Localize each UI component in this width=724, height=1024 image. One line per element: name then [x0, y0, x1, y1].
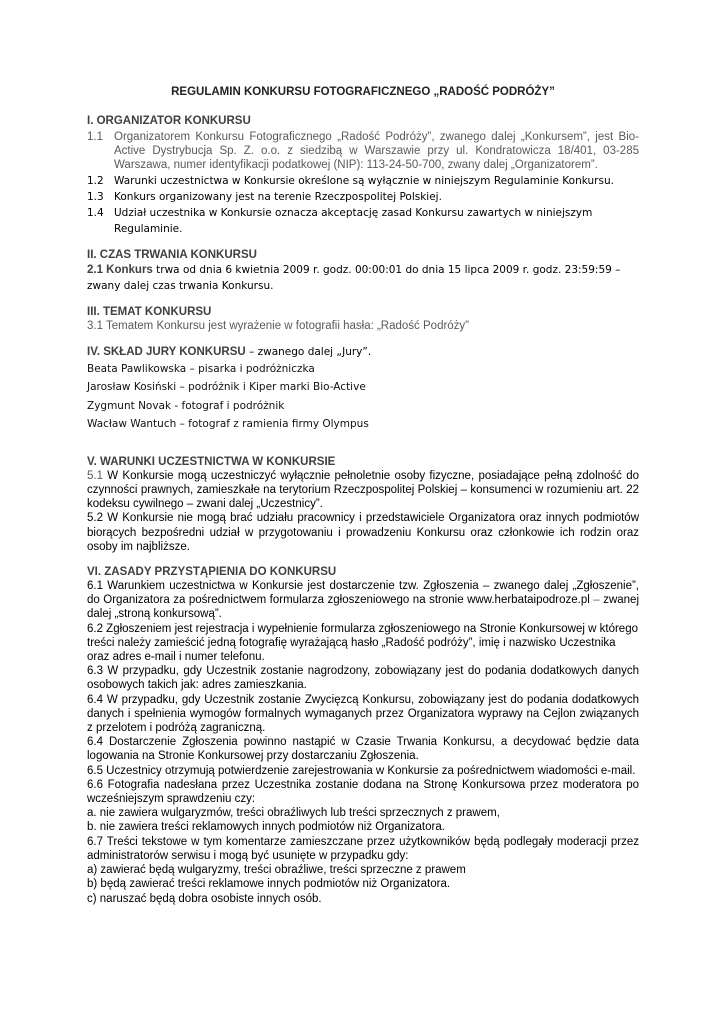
jury-member: Jarosław Kosiński – podróżnik i Kiper marki Bio-Active	[87, 381, 366, 394]
jury-member: Wacław Wantuch – fotograf z ramienia firmy Olympus	[87, 418, 369, 431]
clause-number: 1.1	[87, 131, 103, 143]
clause-text: Organizatorem Konkursu Fotograficznego „Radość Podróży”, zwanego dalej „Konkursem”, jest Bio-Active Dystrybucja Sp. Z. o.o. z siedzibą w Warszawie przy ul. Kondratowicza 18/401, 03-285 Warszawa, numer identyfikacji podatkowej (NIP): 113-24-50-700, zwany dalej „Organizatorem”.	[114, 131, 639, 172]
clause-text-end: zwanej dalej „stroną konkursową”.	[87, 594, 640, 621]
clause-6-7b: b) będą zawierać treści reklamowe innych podmiotów niż Organizatora.	[87, 878, 451, 891]
section-5-heading: V. WARUNKI UCZESTNICTWA W KONKURSIE	[87, 455, 336, 468]
clause-lead: 2.1 Konkurs	[87, 263, 153, 276]
clause-dash: –	[589, 594, 604, 607]
clause-6-1	[87, 579, 639, 622]
clause-text: 6.1 Warunkiem uczestnictwa w Konkursie jest dostarczenie tzw. Zgłoszenia – zwanego dalej „Zgłoszenie”, do Organizatora za pośrednictwem formularza zgłoszeniowego na stronie www.herbataipodroze.pl	[87, 580, 639, 607]
clause-number: 1.2	[87, 174, 104, 187]
clause-5-2: 5.2 W Konkursie nie mogą brać udziału pracownicy i przedstawiciele Organizatora oraz innych podmiotów biorących bezpośredni udział w przygotowaniu i prowadzeniu Konkursu oraz członkowie ich rodzin oraz osoby im najbliższe.	[87, 512, 639, 553]
clause-1-2	[87, 173, 639, 189]
clause-number: 5.1	[87, 469, 103, 482]
clause-1-3	[87, 189, 639, 205]
section-4-suffix: – zwanego dalej „Jury”.	[245, 345, 372, 358]
clause-1-1	[87, 130, 639, 173]
section-4-title: IV. SKŁAD JURY KONKURSU	[87, 345, 246, 358]
clause-2-1	[87, 262, 639, 294]
clause-6-4: 6.4 W przypadku, gdy Uczestnik zostanie Zwycięzcą Konkursu, zobowiązany jest do podania dodatkowych danych i spełnienia wymogów formalnych wymaganych przez Organizatora wyprawy na Cejlon związanych z przelotem i podróżą zagraniczną.	[87, 693, 639, 735]
clause-3-1: 3.1 Tematem Konkursu jest wyrażenie w fotografii hasła: „Radość Podróży”	[87, 319, 470, 332]
clause-6-6: 6.6 Fotografia nadesłana przez Uczestnika zostanie dodana na Stronę Konkursowa przez moderatora po wcześniejszym sprawdzeniu czy:	[87, 778, 639, 806]
clause-6-3: 6.3 W przypadku, gdy Uczestnik zostanie nagrodzony, zobowiązany jest do podania dodatkowych danych osobowych takich jak: adres zamieszkania.	[87, 665, 639, 692]
page-title: REGULAMIN KONKURSU FOTOGRAFICZNEGO „RADOŚĆ PODRÓŻY”	[171, 86, 555, 98]
clause-6-6b: b. nie zawiera treści reklamowych innych podmiotów niż Organizatora.	[87, 821, 445, 834]
clause-5-1	[87, 469, 639, 512]
section-4-heading	[87, 344, 639, 360]
clause-6-2: 6.2 Zgłoszeniem jest rejestracja i wypełnienie formularza zgłoszeniowego na Stronie Konkursowej w którego treści należy zamieścić jedną fotografię wyrażającą hasło „Radość podróży”, imię i nazwisko Uczestnika oraz adres e-mail i numer telefonu.	[87, 622, 638, 664]
clause-text: W Konkursie mogą uczestniczyć wyłącznie pełnoletnie osoby fizyczne, posiadające pełną zdolność do czynności prawnych, zamieszkałe na terytorium Rzeczpospolitej Polskiej – konsumenci w rozumieniu art. 22 kodeksu cywilnego – zwani dalej „Uczestnicy”.	[87, 469, 639, 511]
jury-member: Beata Pawlikowska – pisarka i podróżniczka	[87, 362, 315, 375]
clause-text: Udział uczestnika w Konkursie oznacza akceptację zasad Konkursu zawartych w niniejszym Regulaminie.	[114, 206, 593, 235]
section-3-heading: III. TEMAT KONKURSU	[87, 305, 212, 318]
clause-text: trwa od dnia 6 kwietnia 2009 r. godz. 00:00:01 do dnia 15 lipca 2009 r. godz. 23:59:59 – zwany dalej czas trwania Konkursu.	[87, 263, 621, 292]
section-1-heading: I. ORGANIZATOR KONKURSU	[87, 115, 251, 127]
clause-6-6a: a. nie zawiera wulgaryzmów, treści obraźliwych lub treści sprzecznych z prawem,	[87, 807, 500, 820]
section-6-heading: VI. ZASADY PRZYSTĄPIENIA DO KONKURSU	[87, 566, 337, 579]
clause-number: 1.3	[87, 190, 104, 203]
jury-member: Zygmunt Novak - fotograf i podróżnik	[87, 399, 285, 412]
section-2-heading: II. CZAS TRWANIA KONKURSU	[87, 248, 257, 261]
clause-text: Warunki uczestnictwa w Konkursie określone są wyłącznie w niniejszym Regulaminie Konkursu.	[114, 174, 614, 187]
clause-number: 1.4	[87, 206, 104, 219]
clause-6-7a: a) zawierać będą wulgaryzmy, treści obraźliwe, treści sprzeczne z prawem	[87, 864, 466, 877]
clause-6-7c: c) naruszać będą dobra osobiste innych osób.	[87, 892, 322, 905]
clause-6-4b: 6.4 Dostarczenie Zgłoszenia powinno nastąpić w Czasie Trwania Konkursu, a decydować będzie data logowania na Stronie Konkursowej przy dostarczaniu Zgłoszenia.	[87, 736, 639, 763]
document-body	[87, 86, 639, 906]
clause-1-4	[87, 205, 639, 237]
clause-text: Konkurs organizowany jest na terenie Rzeczpospolitej Polskiej.	[114, 190, 442, 203]
clause-6-5: 6.5 Uczestnicy otrzymują potwierdzenie zarejestrowania w Konkursie za pośrednictwem wiadomości e-mail.	[87, 764, 636, 777]
clause-6-7: 6.7 Treści tekstowe w tym komentarze zamieszczane przez użytkowników będą podlegały moderacji przez administratorów serwisu i mogą być usunięte w przypadku gdy:	[87, 835, 639, 862]
